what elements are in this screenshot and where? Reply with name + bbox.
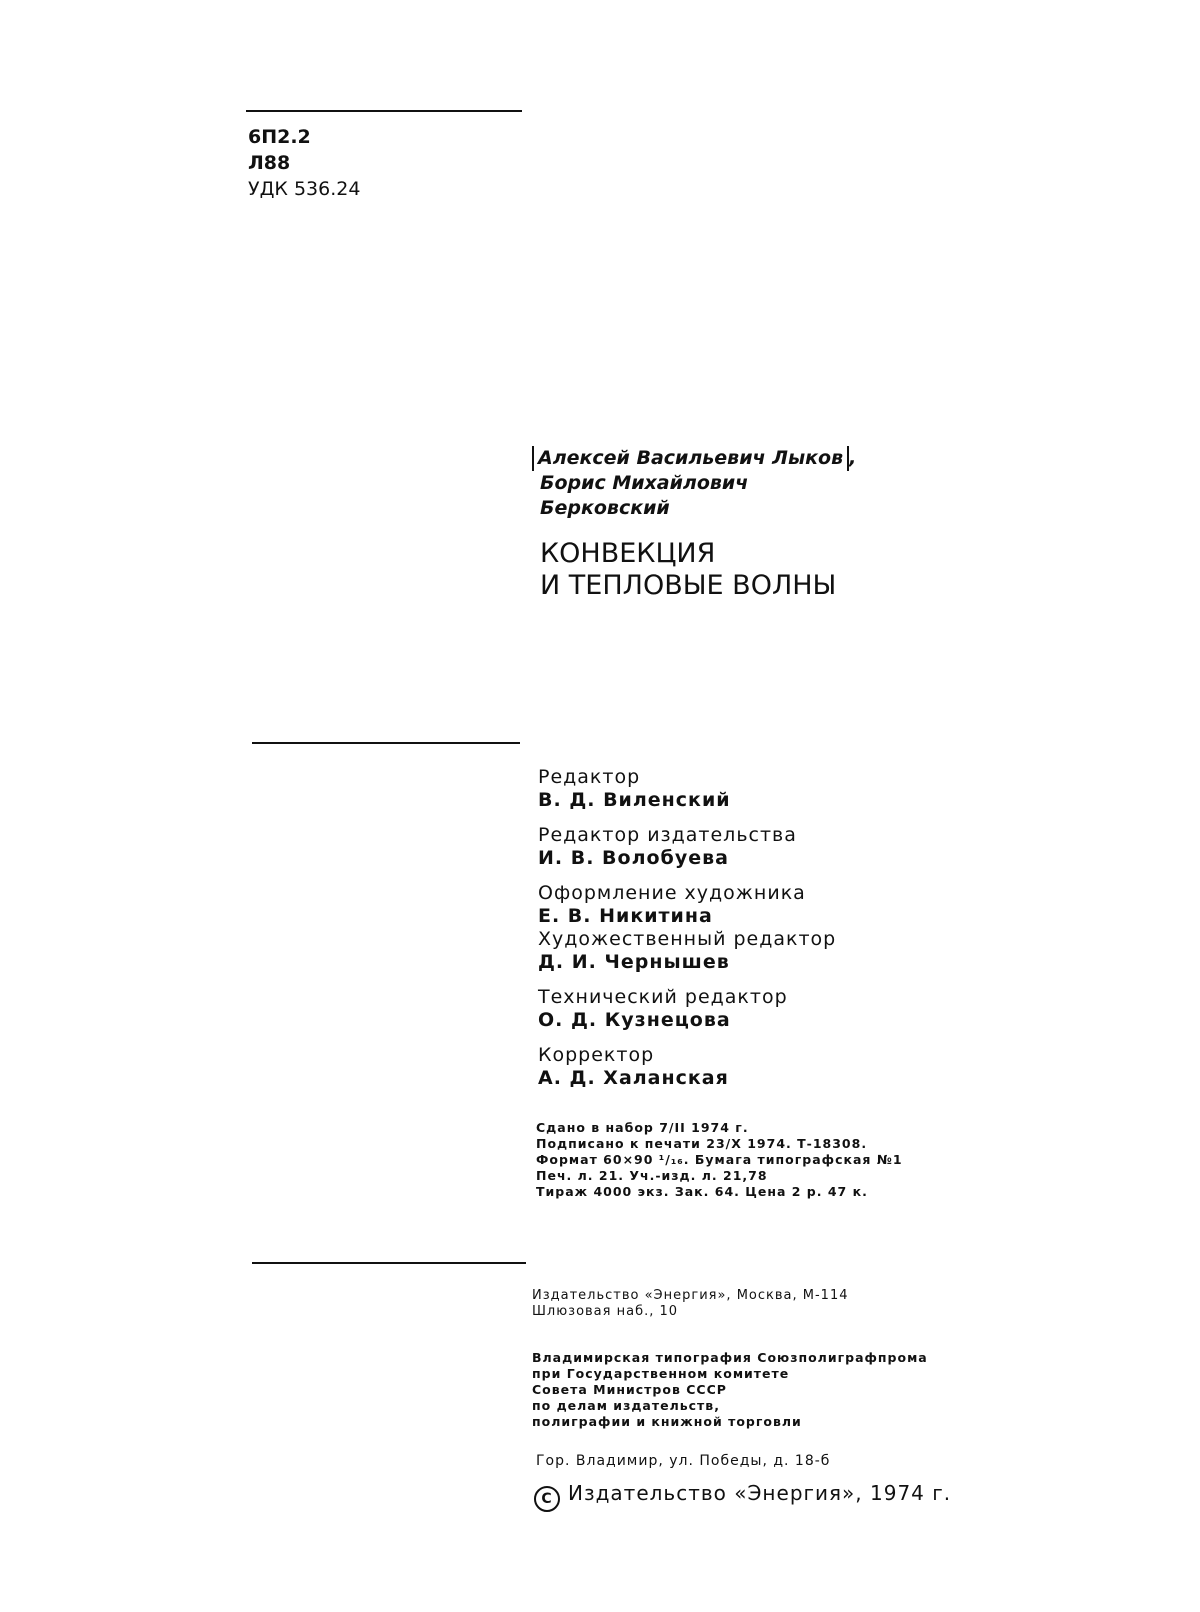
udk-code: УДК 536.24	[248, 178, 361, 200]
credit-role: Корректор	[538, 1044, 655, 1066]
classification-index: 6П2.2	[248, 126, 311, 148]
printer-line: Владимирская типография Союзполиграфпрома	[532, 1350, 928, 1365]
book-title	[540, 538, 836, 602]
author-mark: Л88	[248, 152, 291, 174]
publisher-address-line: Издательство «Энергия», Москва, М-114	[532, 1288, 849, 1303]
credit-role: Оформление художника	[538, 882, 806, 904]
publisher-address-line: Шлюзовая наб., 10	[532, 1304, 679, 1319]
author-1-name: Алексей Васильевич Лыков	[532, 446, 849, 471]
printer-line: при Государственном комитете	[532, 1366, 790, 1381]
printer-block	[532, 1350, 928, 1430]
publisher-address	[532, 1288, 848, 1320]
author-1-suffix: ,	[849, 447, 857, 469]
printer-line: по делам издательств,	[532, 1398, 720, 1413]
copyright-text: Издательство «Энергия», 1974 г.	[568, 1481, 952, 1505]
publication-detail-line: Формат 60×90 ¹/₁₆. Бумага типографская №1	[536, 1152, 903, 1167]
author-2-name-line1: Борис Михайлович	[540, 472, 749, 494]
publication-detail-line: Сдано в набор 7/II 1974 г.	[536, 1120, 749, 1135]
bottom-rule	[252, 1262, 526, 1264]
publication-detail-line: Подписано к печати 23/X 1974. Т-18308.	[536, 1136, 868, 1151]
credit-role: Технический редактор	[538, 986, 788, 1008]
credits-block	[538, 766, 836, 1102]
publication-detail-line: Печ. л. 21. Уч.-изд. л. 21,78	[536, 1168, 768, 1183]
credit-item	[538, 986, 836, 1032]
credit-item	[538, 882, 836, 928]
credit-person: И. В. Волобуева	[538, 847, 729, 869]
credit-item	[538, 1044, 836, 1090]
book-title-line2: И ТЕПЛОВЫЕ ВОЛНЫ	[540, 570, 837, 601]
copyright-line	[534, 1480, 951, 1512]
printer-line: полиграфии и книжной торговли	[532, 1414, 802, 1429]
credit-item	[538, 766, 836, 812]
middle-rule	[252, 742, 520, 744]
publication-detail-line: Тираж 4000 экз. Зак. 64. Цена 2 р. 47 к.	[536, 1184, 868, 1199]
credit-person: А. Д. Халанская	[538, 1067, 729, 1089]
credit-role: Редактор	[538, 766, 641, 788]
top-rule	[246, 110, 522, 112]
copyright-icon: C	[534, 1486, 560, 1512]
credit-person: Е. В. Никитина	[538, 905, 713, 927]
credit-item	[538, 824, 836, 870]
publication-details	[536, 1120, 903, 1200]
credit-item	[538, 928, 836, 974]
authors-block	[540, 446, 856, 521]
book-title-line1: КОНВЕКЦИЯ	[540, 538, 716, 569]
author-2-name-line2: Берковский	[540, 497, 670, 519]
credit-role: Редактор издательства	[538, 824, 797, 846]
credit-role: Художественный редактор	[538, 928, 837, 950]
credit-person: О. Д. Кузнецова	[538, 1009, 731, 1031]
credit-person: В. Д. Виленский	[538, 789, 731, 811]
printer-line: Совета Министров СССР	[532, 1382, 727, 1397]
credit-person: Д. И. Чернышев	[538, 951, 730, 973]
classification-block	[248, 124, 360, 202]
printer-city-address: Гор. Владимир, ул. Победы, д. 18-б	[536, 1453, 831, 1469]
